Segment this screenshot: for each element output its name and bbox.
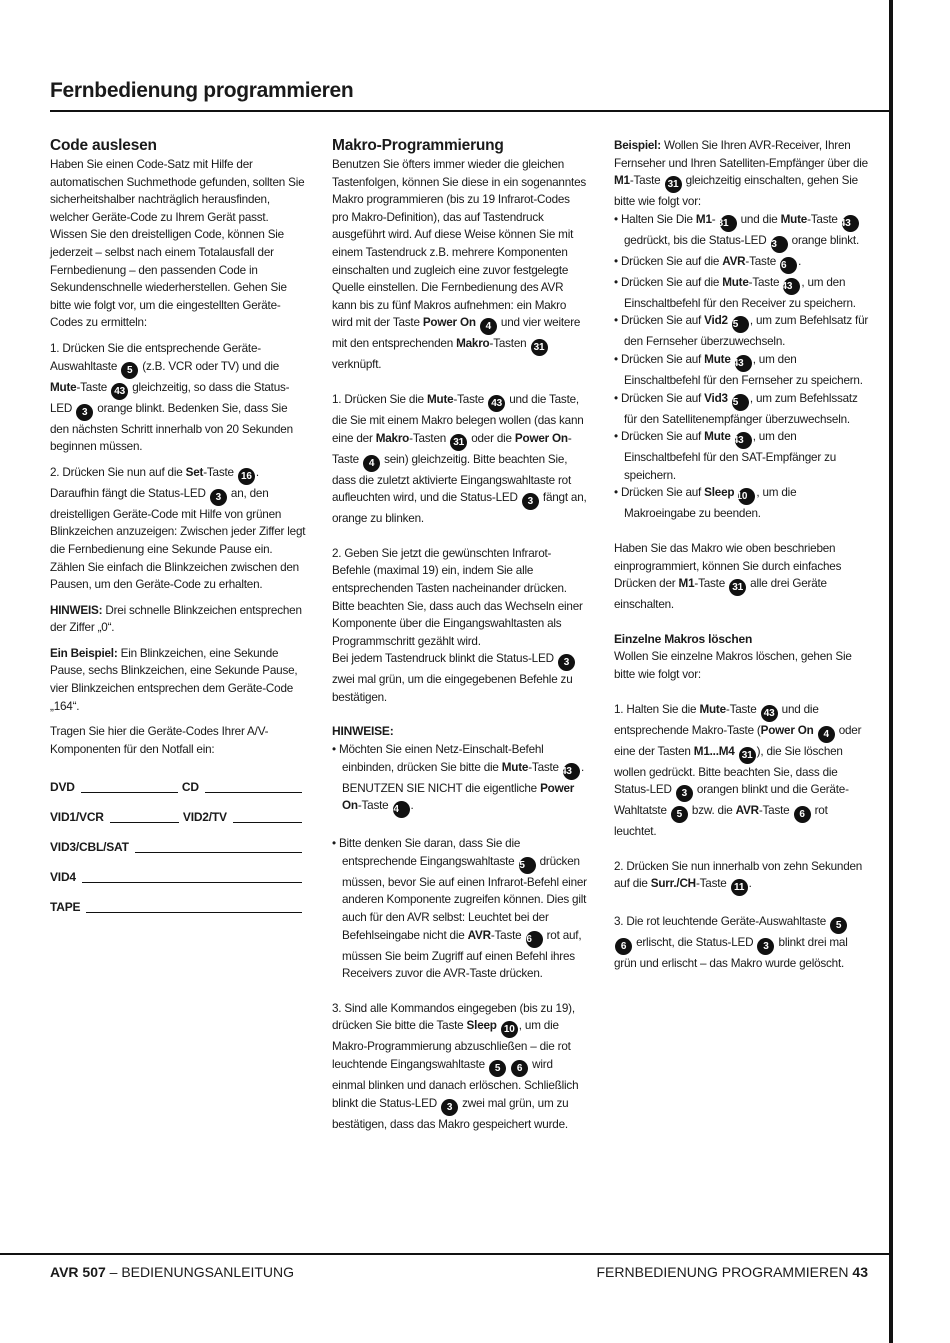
code-field-row <box>50 796 306 826</box>
footer-model: AVR 507 <box>50 1264 106 1280</box>
callout-43: 43 <box>111 383 128 400</box>
callout-31: 31 <box>720 215 737 232</box>
callout-3: 3 <box>676 785 693 802</box>
field-line-vid4[interactable] <box>82 881 302 883</box>
note-bullet-2: • Bitte denken Sie daran, dass Sie die entsprechende Eingangswahltaste 5 drücken müssen, bevor Sie auf einen Infrarot-Befehl einer anderen Komponente zugreifen können. Dies gilt auch für den AVR selbst: Leuchtet bei der Befehlseingabe nicht die AVR-Taste 6 rot auf, müssen Sie beim Zugriff auf einen Befehl ihres Receivers zuvor die AVR-Taste drücken. <box>332 837 587 981</box>
callout-3: 3 <box>771 236 788 253</box>
example: Ein Beispiel: Ein Blinkzeichen, eine Sekunde Pause, sechs Blinkzeichen, eine Sekunde Pause, vier Blinkzeichen entsprechen dem Geräte-Code „164“. <box>50 646 298 713</box>
page-number: 43 <box>852 1264 868 1280</box>
callout-6: 6 <box>526 931 543 948</box>
callout-4: 4 <box>393 801 410 818</box>
field-line-vid1[interactable] <box>110 821 179 823</box>
notes-heading: HINWEISE: <box>332 724 394 739</box>
callout-5: 5 <box>121 362 138 379</box>
callout-5: 5 <box>489 1060 506 1077</box>
callout-4: 4 <box>363 455 380 472</box>
section-heading-makro: Makro-Programmierung <box>332 137 504 154</box>
paragraph: Haben Sie das Makro wie oben beschrieben einprogrammiert, können Sie durch einfaches Drücken der M1-Taste 31 alle drei Geräte einschalten. <box>614 541 842 612</box>
callout-5: 5 <box>830 917 847 934</box>
callout-43: 43 <box>488 395 505 412</box>
title-underline <box>50 110 889 112</box>
right-vertical-rule <box>889 0 893 1343</box>
field-label-vid1: VID1/VCR <box>50 809 104 824</box>
callout-5: 5 <box>519 857 536 874</box>
callout-4: 4 <box>818 726 835 743</box>
step-1: 1. Drücken Sie die Mute-Taste 43 und die Taste, die Sie mit einem Makro belegen wollen (das kann eine der Makro-Tasten 31 oder die Power On-Taste 4 sein) gleichzeitig. Bitte beachten Sie, dass die zuletzt aktivierte Eingangswahltaste rot aufleuchten wird, und die Status-LED 3 fängt an, orange zu blinken. <box>332 392 587 526</box>
step-1: 1. Drücken Sie die entsprechende Geräte-Auswahltaste 5 (z.B. VCR oder TV) und die Mute-Taste 43 gleichzeitig, so dass die Status-LED 3 orange blinkt. Bedenken Sie, dass Sie den nächsten Schritt innerhalb von 20 Sekunden beginnen müssen. <box>50 341 293 454</box>
paragraph: Tragen Sie hier die Geräte-Codes Ihrer A/V-Komponenten für den Notfall ein: <box>50 725 269 756</box>
field-line-cd[interactable] <box>205 791 302 793</box>
callout-4: 4 <box>480 318 497 335</box>
callout-3: 3 <box>522 493 539 510</box>
field-label-vid2: VID2/TV <box>182 809 227 824</box>
column-beispiel <box>614 137 870 973</box>
step-3: 3. Die rot leuchtende Geräte-Auswahltaste 5 6 erlischt, die Status-LED 3 blinkt drei mal grün und erlischt – das Makro wurde gelöscht. <box>614 915 848 971</box>
code-field-row <box>50 856 306 886</box>
column-makro-programmierung <box>332 137 588 1133</box>
callout-6: 6 <box>511 1060 528 1077</box>
bullet: • Drücken Sie auf Mute 43 , um den Einschaltbefehl für den SAT-Empfänger zu speichern. <box>614 430 837 482</box>
paragraph: Wollen Sie einzelne Makros löschen, gehen Sie bitte wie folgt vor: <box>614 650 852 681</box>
footer-doc-title: – BEDIENUNGSANLEITUNG <box>109 1264 295 1280</box>
section-heading-makros-loeschen: Einzelne Makros löschen <box>614 631 753 646</box>
bullet: • Halten Sie Die M1- 31 und die Mute-Taste 43 gedrückt, bis die Status-LED 3 orange blinkt. <box>614 211 870 253</box>
code-field-row <box>50 886 306 916</box>
bullet: • Drücken Sie auf Mute 43 , um den Einschaltbefehl für den Fernseher zu speichern. <box>614 352 863 387</box>
bullet: • Drücken Sie auf die Mute-Taste 43 , um den Einschaltbefehl für den Receiver zu speichern. <box>614 275 856 310</box>
bullet: • Drücken Sie auf Vid3 5 , um zum Befehlssatz für den Satellitenempfänger überzuwechseln. <box>614 391 858 426</box>
field-label-vid4: VID4 <box>50 869 76 884</box>
field-line-dvd[interactable] <box>81 791 178 793</box>
field-label-cd: CD <box>181 779 199 794</box>
callout-31: 31 <box>531 339 548 356</box>
footer-left <box>50 1264 294 1280</box>
callout-3: 3 <box>441 1099 458 1116</box>
field-line-vid2[interactable] <box>233 821 302 823</box>
callout-11: 11 <box>731 879 748 896</box>
note: HINWEIS: Drei schnelle Blinkzeichen entsprechen der Ziffer „0“. <box>50 603 302 635</box>
callout-3: 3 <box>210 489 227 506</box>
step-2: 2. Drücken Sie nun auf die Set-Taste 16 . Daraufhin fängt die Status-LED 3 an, den dreistelligen Geräte-Code mit Hilfe von grünen Blinkzeichen anzuzeigen: Zwischen jeder Ziffer legt die Fernbedienung eine Sekunde Pause ein. Zählen Sie einfach die Blinkzeichen zwischen den Pausen, um den Geräte-Code zu erhalten. <box>50 465 306 592</box>
callout-43: 43 <box>735 432 752 449</box>
page-title: Fernbedienung programmieren <box>50 79 354 102</box>
callout-31: 31 <box>739 747 756 764</box>
code-field-row <box>50 766 306 796</box>
callout-10: 10 <box>501 1021 518 1038</box>
footer-section: FERNBEDIENUNG PROGRAMMIEREN <box>596 1264 849 1280</box>
callout-43: 43 <box>761 705 778 722</box>
example-intro: Beispiel: Wollen Sie Ihren AVR-Receiver, Ihren Fernseher und Ihren Satelliten-Empfänger über die M1-Taste 31 gleichzeitig einschalten, gehen Sie bitte wie folgt vor: <box>614 139 868 209</box>
field-line-tape[interactable] <box>86 911 302 913</box>
bullet: • Drücken Sie auf Sleep 10 , um die Makroeingabe zu beenden. <box>614 486 797 521</box>
callout-43: 43 <box>563 763 580 780</box>
callout-5: 5 <box>732 394 749 411</box>
paragraph: Benutzen Sie öfters immer wieder die gleichen Tastenfolgen, können Sie diese in ein sogenanntes Makro programmieren (bis zu 19 Infrarot-Codes pro Makro-Definition), das auf Tastendruck ausgeführt wird. Auf diese Weise können Sie mit einem Tastendruck z.B. mehrere Komponenten einschalten und zugleich eine zuvor festgelegte Quelle einstellen. Die Fernbedienung des AVR kann bis zu fünf Makros aufnehmen: ein Makro wird mit der Taste Power On 4 und vier weitere mit den entsprechenden Makro-Tasten 31 verknüpft. <box>332 158 587 372</box>
callout-43: 43 <box>842 215 859 232</box>
paragraph: Haben Sie einen Code-Satz mit Hilfe der automatischen Suchmethode gefunden, sollten Sie sicherheitshalber nachträglich herausfinden, welcher Geräte-Code zu Ihrem Gerät passt. Wissen Sie den dreistelligen Code, können Sie jederzeit – selbst nach einem Totalausfall der Fernbedienung – den passenden Code in Sekundenschnelle wiederherstellen. Gehen Sie bitte wie folgt vor, um die eingestellten Geräte-Codes zu ermitteln: <box>50 158 305 330</box>
callout-3: 3 <box>558 654 575 671</box>
callout-43: 43 <box>735 355 752 372</box>
step-2: 2. Geben Sie jetzt die gewünschten Infrarot-Befehle (maximal 19) ein, indem Sie alle entsprechenden Tasten nacheinander drücken. Bitte beachten Sie, dass auch das Wechseln einer Komponente über die Eingangswahltasten als Programmschritt gezählt wird. <box>332 546 583 648</box>
field-label-dvd: DVD <box>50 779 75 794</box>
step-1: 1. Halten Sie die Mute-Taste 43 und die entsprechende Makro-Taste (Power On 4 oder eine der Tasten M1...M4 31 ), die Sie löschen wollen gedrückt. Bitte beachten Sie, dass die Status-LED 3 orangen blinkt und die Geräte-Wahltatste 5 bzw. die AVR-Taste 6 rot leuchtet. <box>614 702 862 839</box>
code-field-row <box>50 826 306 856</box>
bullet: • Drücken Sie auf die AVR-Taste 6 . <box>614 253 870 274</box>
field-label-tape: TAPE <box>50 899 81 914</box>
callout-6: 6 <box>794 806 811 823</box>
callout-16: 16 <box>238 468 255 485</box>
step-2: 2. Drücken Sie nun innerhalb von zehn Sekunden auf die Surr./CH-Taste 11 . <box>614 858 870 897</box>
step-3: 3. Sind alle Kommandos eingegeben (bis zu 19), drücken Sie bitte die Taste Sleep 10 , um die Makro-Programmierung abzuschließen – die rot leuchtende Eingangswahltaste 5 6 wird einmal blinken und danach erlöschen. Schließlich blinkt die Status-LED 3 zwei mal grün, um zu bestätigen, dass das Makro gespeichert wurde. <box>332 1001 579 1131</box>
column-code-auslesen <box>50 137 306 916</box>
callout-31: 31 <box>450 434 467 451</box>
footer-right <box>597 1264 869 1280</box>
callout-6: 6 <box>615 938 632 955</box>
callout-5: 5 <box>732 316 749 333</box>
section-heading-code-auslesen: Code auslesen <box>50 137 157 154</box>
callout-31: 31 <box>729 579 746 596</box>
field-label-vid3: VID3/CBL/SAT <box>50 839 129 854</box>
bullet: • Drücken Sie auf Vid2 5 , um zum Befehlsatz für den Fernseher überzuwechseln. <box>614 314 869 349</box>
callout-6: 6 <box>780 257 797 274</box>
callout-3: 3 <box>76 404 93 421</box>
note-bullet-1: • Möchten Sie einen Netz-Einschalt-Befehl einbinden, drücken Sie bitte die Mute-Taste 43 . BENUTZEN SIE NICHT die eigentliche Power On-Taste 4 . <box>332 741 588 818</box>
footer-rule <box>0 1253 889 1255</box>
callout-31: 31 <box>665 176 682 193</box>
callout-10: 10 <box>738 488 755 505</box>
callout-5: 5 <box>671 806 688 823</box>
field-line-vid3[interactable] <box>135 851 302 853</box>
callout-43: 43 <box>783 278 800 295</box>
callout-3: 3 <box>757 938 774 955</box>
step-2-cont: Bei jedem Tastendruck blinkt die Status-LED 3 zwei mal grün, um die eingegebenen Befehle zu bestätigen. <box>332 650 588 706</box>
